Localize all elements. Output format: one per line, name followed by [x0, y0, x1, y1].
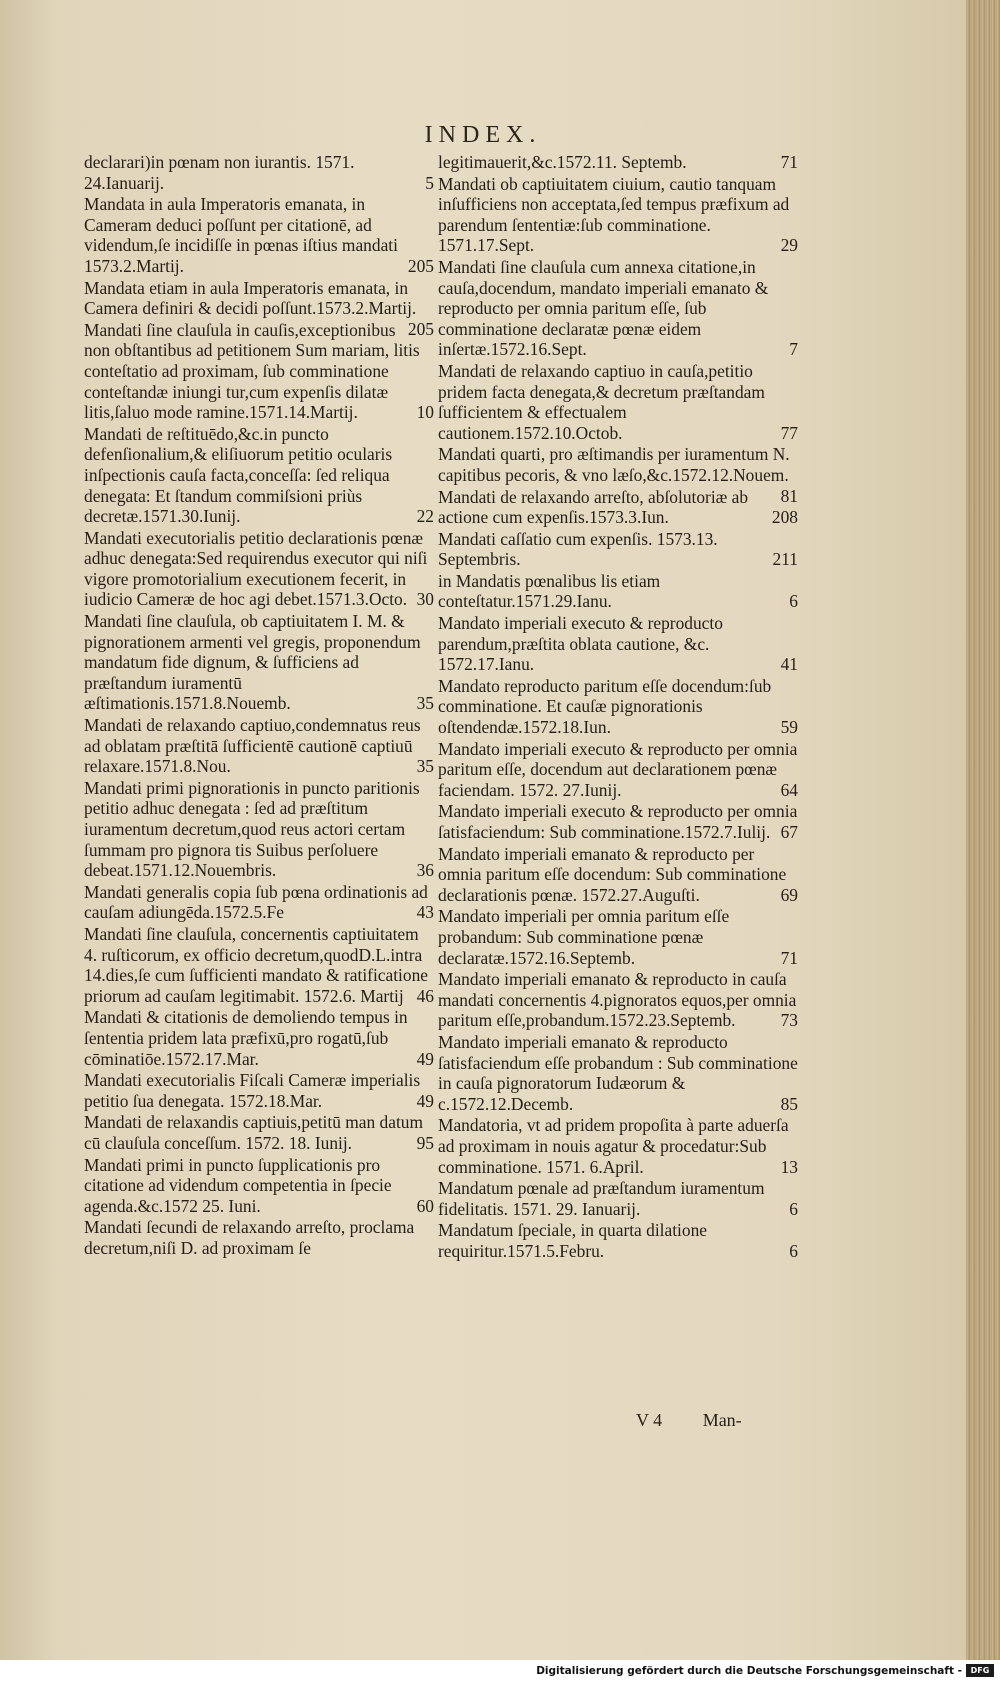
index-entry: [84, 715, 434, 777]
entry-text: Mandati ſine clauſula, ob captiuitatem I. M. & pignorationem armenti vel gregis, proponendum mandatum fide dignum, & ſufficiens ad præſtandum iuramentū æſtimationis.1571.8.Nouemb.: [84, 611, 421, 714]
page-reference: 36: [416, 860, 434, 881]
entry-text: Mandato imperiali emanato & reproducto per omnia paritum eſſe docendum: Sub comminatione declarationis pœnæ. 1572.27.Auguſti.: [438, 843, 787, 905]
index-entry: [438, 444, 798, 506]
page-reference: 95: [416, 1132, 434, 1153]
entry-text: Mandati ſecundi de relaxando arreſto, proclama decretum,niſi D. ad proximam ſe: [84, 1217, 415, 1258]
entry-text: Mandati de relaxando captiuo in cauſa,petitio pridem facta denegata,& decretum præſtandam ſufficientem & effectualem cautionem.1572.10.Octob.: [438, 360, 765, 443]
entry-text: Mandata etiam in aula Imperatoris emanata, in Camera definiri & decidi poſſunt.1573.2.Martij.: [84, 277, 417, 319]
index-entry: [84, 424, 434, 527]
page-reference: 35: [416, 756, 434, 777]
page-reference: 5: [425, 172, 434, 193]
index-entry: [84, 1155, 434, 1217]
index-entry: [84, 882, 434, 923]
entry-text: Mandati ſine clauſula, concernentis captiuitatem 4. ruſticorum, ex officio decretum,quodD.L.intra 14.dies,ſe cum ſufficienti mandato & ratificatione priorum ad cauſam legitimabit. 1572.6. Martij: [84, 923, 428, 1006]
book-fore-edge: [966, 0, 1000, 1660]
entry-text: Mandato imperiali emanato & reproducto ſatisfaciendum eſſe probandum : Sub comminatione in cauſa pignoratorum Iudæorum & c.1572.12.Decemb.: [438, 1031, 798, 1114]
dfg-logo: DFG: [966, 1664, 994, 1677]
entry-text: in Mandatis pœnalibus lis etiam conteſtatur.1571.29.Ianu.: [438, 570, 661, 612]
page-reference: 67: [780, 822, 798, 842]
index-entry: [84, 1112, 434, 1153]
entry-text: Mandati generalis copia ſub pœna ordinationis ad cauſam adiungēda.1572.5.Fe: [84, 881, 428, 923]
index-entry: [84, 194, 434, 276]
funding-credit: Digitalisierung gefördert durch die Deutsche Forschungsgemeinschaft -: [536, 1665, 962, 1677]
entry-text: Mandati quarti, pro æſtimandis per iuramentum N. capitibus pecoris, & vno læſo,&c.1572.12.Nouem.: [438, 444, 790, 485]
page-reference: 6: [789, 1198, 798, 1219]
index-entry: [438, 1032, 798, 1114]
page-reference: 49: [416, 1048, 434, 1069]
page-reference: 71: [780, 152, 798, 172]
page-reference: 205: [407, 318, 434, 339]
index-entry: [438, 487, 798, 528]
entry-text: Mandati caſſatio cum expenſis. 1573.13. Septembris.: [438, 528, 718, 570]
entry-text: Mandati ſine clauſula cum annexa citatione,in cauſa,docendum, mandato imperiali emanato & reproducto per omnia paritum eſſe, ſub comminatione declaratæ pœnæ eidem inſertæ.1572.16.Sept.: [438, 256, 769, 360]
page-reference: 64: [780, 779, 798, 800]
index-entry: [84, 611, 434, 714]
entry-text: Mandato reproducto paritum eſſe docendum:ſub comminatione. Et cauſæ pignorationis oſtendendæ.1572.18.Iun.: [438, 675, 772, 738]
left-column: [84, 152, 434, 1259]
index-entry: [438, 257, 798, 360]
index-entry: [84, 320, 434, 423]
page-reference: 205: [407, 255, 434, 276]
index-entry: [84, 778, 434, 881]
entry-text: Mandato imperiali executo & reproducto per omnia paritum eſſe, docendum aut declarationem pœnæ faciendam. 1572. 27.Iunij.: [438, 738, 798, 800]
index-entry: [438, 1115, 798, 1177]
entry-text: Mandata in aula Imperatoris emanata, in Cameram deduci poſſunt per citationē, ad videndum,ſe incidiſſe in pœnas iſtius mandati 1573.2.Martij.: [84, 194, 398, 276]
catchline: [636, 1410, 806, 1431]
page-reference: 211: [772, 549, 798, 570]
index-entry: [84, 1007, 434, 1069]
index-entry: [84, 1217, 434, 1258]
entry-text: Mandati de reſtituēdo,&c.in puncto defenſionalium,& eliſiuorum petitio ocularis inſpectionis cauſa facta,conceſſa: ſed reliqua denegata: Et ſtandum commiſsioni priùs decretæ.1571.30.Iunij.: [84, 423, 393, 527]
index-entry: [438, 571, 798, 612]
entry-text: Mandati executorialis petitio declarationis pœnæ adhuc denegata:Sed requirendus executor qui niſi vigore promotorialium executionem fecerit, in iudicio Cameræ de hoc agi debet.1571.3.Octo.: [84, 527, 428, 610]
page-reference: 10: [416, 402, 434, 423]
entry-text: Mandati de relaxando captiuo,condemnatus reus ad oblatam præſtitā ſufficientē cautionē captiuū relaxare.1571.8.Nou.: [84, 715, 421, 777]
entry-text: Mandati de relaxando arreſto, abſolutoriæ ab actione cum expenſis.1573.3.Iun.: [438, 486, 749, 528]
signature-mark: V 4: [636, 1410, 663, 1430]
index-entry: [438, 361, 798, 443]
index-entry: [438, 906, 798, 968]
page-reference: 7: [789, 339, 798, 360]
page-reference: 208: [771, 507, 798, 528]
entry-text: declarari)in pœnam non iurantis. 1571. 24.Ianuarij.: [84, 152, 355, 193]
page-reference: 6: [789, 1240, 798, 1261]
index-entry: [438, 1220, 798, 1261]
index-entry: [438, 801, 798, 842]
index-entry: [438, 969, 798, 1031]
page-reference: 41: [780, 654, 798, 675]
page-reference: 30: [416, 589, 434, 610]
entry-text: Mandati ſine clauſula in cauſis,exceptionibus non obſtantibus ad petitionem Sum mariam, litis conteſtatio ad proximam, ſub comminatione conteſtandæ iniungi tur,cum expenſis dilatæ litis,ſaluo mode ramine.1571.14.Martij.: [84, 319, 420, 423]
page-reference: 22: [416, 506, 434, 527]
index-entry: [84, 277, 434, 339]
footer-bar: [0, 1660, 1000, 1682]
catchword: Man-: [702, 1410, 742, 1430]
page-reference: 60: [416, 1195, 434, 1216]
page-reference: 69: [780, 884, 798, 905]
entry-text: Mandatoria, vt ad pridem propoſita à parte aduerſa ad proximam in nouis agatur & procedatur:Sub comminatione. 1571. 6.April.: [438, 1115, 789, 1177]
index-entry: [438, 152, 798, 173]
page-reference: 71: [780, 947, 798, 968]
index-entry: [438, 1178, 798, 1219]
entry-text: Mandati de relaxandis captiuis,petitū man datum cū clauſula conceſſum. 1572. 18. Iunij.: [84, 1112, 424, 1153]
index-entry: [84, 924, 434, 1006]
entry-text: Mandatum ſpeciale, in quarta dilatione requiritur.1571.5.Febru.: [438, 1220, 707, 1261]
entry-text: Mandati primi pignorationis in puncto paritionis petitio adhuc denegata : ſed ad præſtitum iuramentum decretum,quod reus actori certam ſummam pro pignora tis Suibus perſoluere debeat.1571.12.Nouembris.: [84, 777, 420, 881]
entry-text: Mandati & citationis de demoliendo tempus in ſententia pridem lata præfixū,pro rogatū,ſub cōminatiōe.1572.17.Mar.: [84, 1007, 408, 1069]
index-entry: [438, 529, 798, 570]
entry-text: Mandatum pœnale ad præſtandum iuramentum fidelitatis. 1571. 29. Ianuarij.: [438, 1178, 765, 1219]
page-reference: 59: [780, 717, 798, 738]
page-reference: 35: [416, 693, 434, 714]
running-head: INDEX.: [424, 122, 542, 148]
index-entry: [84, 152, 434, 193]
page-reference: 49: [416, 1090, 434, 1111]
page-reference: 73: [780, 1010, 798, 1031]
entry-text: Mandati executorialis Fiſcali Cameræ imperialis petitio ſua denegata. 1572.18.Mar.: [84, 1070, 421, 1111]
page-reference: 46: [416, 985, 434, 1006]
entry-text: Mandati primi in puncto ſupplicationis pro citatione ad videndum competentia in ſpecie agenda.&c.1572 25. Iuni.: [84, 1154, 392, 1216]
entry-text: Mandato imperiali executo & reproducto per omnia ſatisfaciendum: Sub comminatione.1572.7.Iulij.: [438, 801, 798, 842]
entry-text: legitimauerit,&c.1572.11. Septemb.: [438, 152, 687, 172]
index-entry: [438, 174, 798, 256]
page-reference: 85: [780, 1093, 798, 1114]
index-entry: [438, 613, 798, 675]
right-column: [438, 152, 798, 1262]
page-reference: 77: [780, 422, 798, 443]
page-reference: 6: [789, 591, 798, 612]
index-entry: [438, 844, 798, 906]
page-reference: 81: [780, 485, 798, 506]
entry-text: Mandati ob captiuitatem ciuium, cautio tanquam inſufficiens non acceptata,ſed tempus præfixum ad parendum ſententiæ:ſub comminatione. 1571.17.Sept.: [438, 173, 790, 256]
index-entry: [438, 739, 798, 801]
page-reference: 13: [780, 1156, 798, 1177]
page-reference: 43: [416, 902, 434, 923]
entry-text: Mandato imperiali per omnia paritum eſſe probandum: Sub comminatione pœnæ declaratæ.1572.16.Septemb.: [438, 906, 730, 968]
index-entry: [84, 1070, 434, 1111]
page-reference: 29: [780, 235, 798, 256]
entry-text: Mandato imperiali emanato & reproducto in cauſa mandati concernentis 4.pignoratos equos,per omnia paritum eſſe,probandum.1572.23.Septemb.: [438, 969, 797, 1031]
index-entry: [84, 528, 434, 610]
entry-text: Mandato imperiali executo & reproducto parendum,præſtita oblata cautione, &c. 1572.17.Ianu.: [438, 613, 723, 675]
index-entry: [438, 676, 798, 738]
